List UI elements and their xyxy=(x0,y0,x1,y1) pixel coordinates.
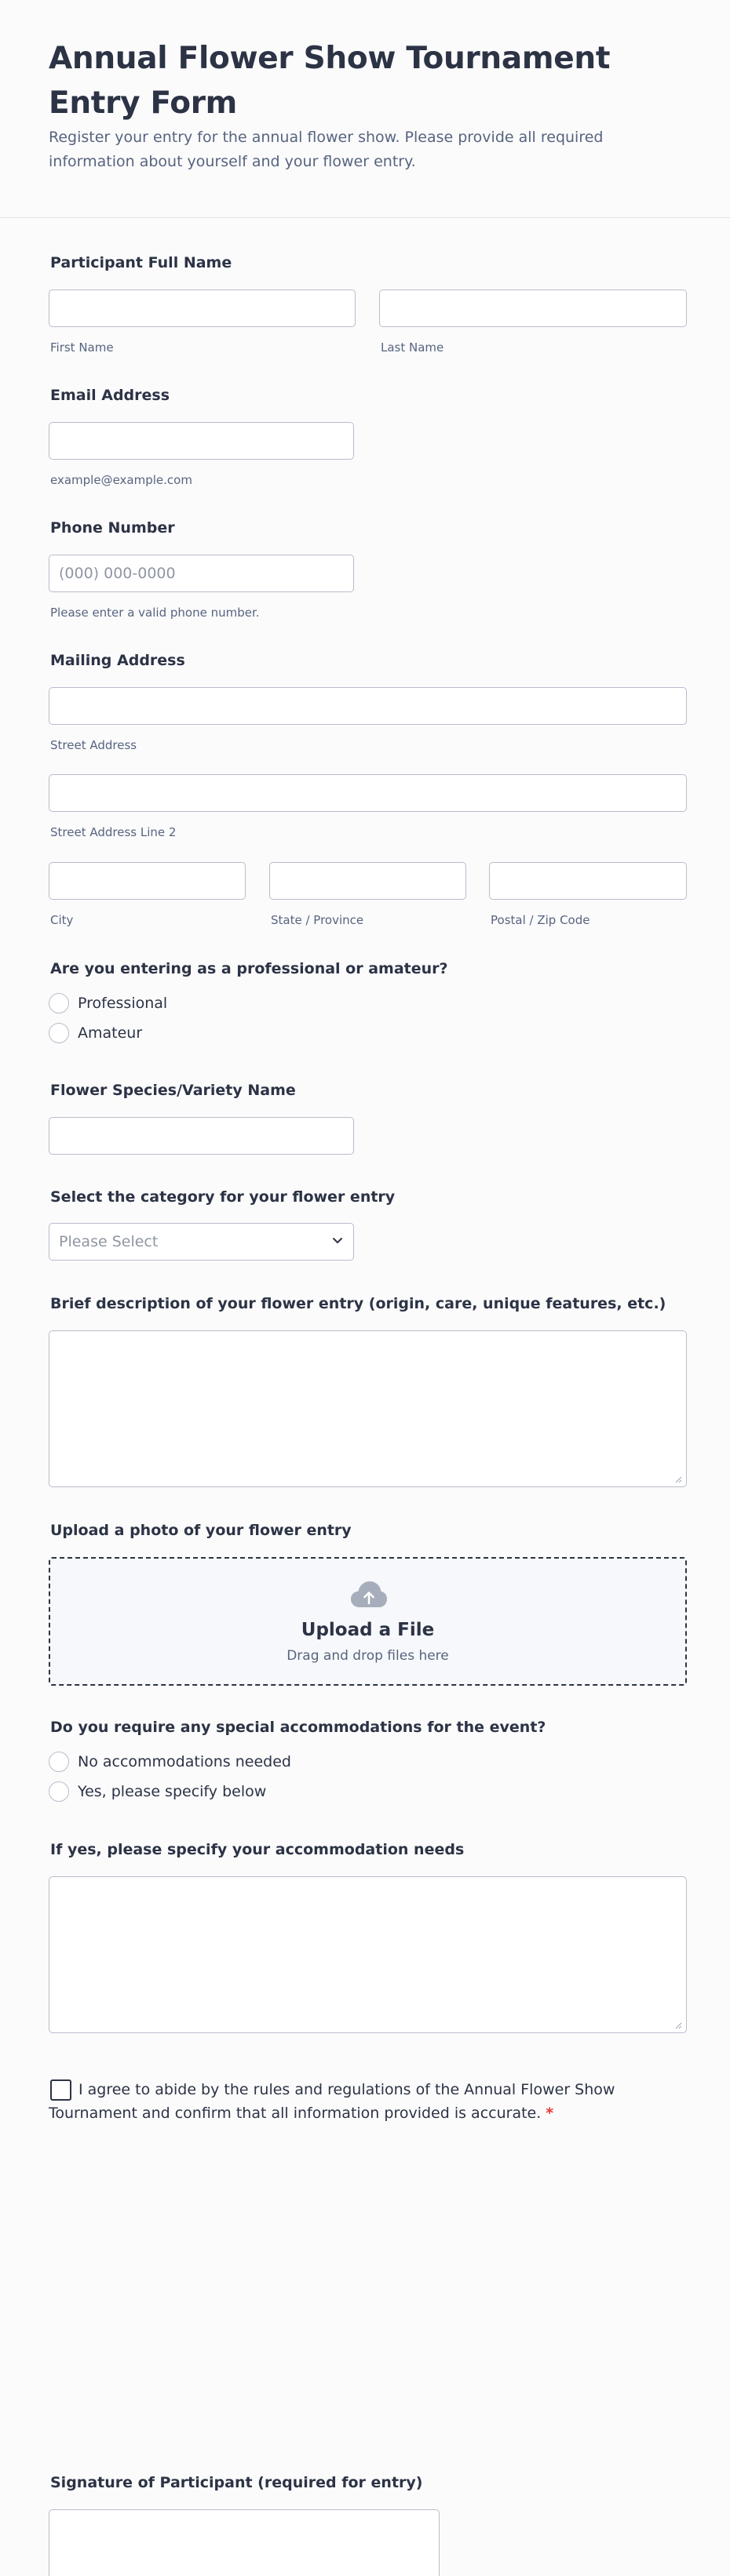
description-textarea[interactable] xyxy=(49,1330,687,1487)
category-label: Select the category for your flower entry xyxy=(50,1188,396,1206)
state-sublabel: State / Province xyxy=(271,913,364,927)
radio-label: Yes, please specify below xyxy=(78,1783,267,1800)
last-name-input[interactable] xyxy=(379,289,687,327)
level-label: Are you entering as a professional or amateur? xyxy=(50,960,448,977)
category-selected-value: Please Select xyxy=(59,1233,159,1250)
email-sublabel: example@example.com xyxy=(50,473,192,487)
category-select[interactable] xyxy=(49,1223,354,1261)
upload-title: Upload a File xyxy=(301,1620,435,1640)
city-sublabel: City xyxy=(50,913,74,927)
accommodation-details-label: If yes, please specify your accommodation needs xyxy=(50,1841,465,1858)
radio-option-yes-specify[interactable] xyxy=(49,1781,266,1802)
signature-pad[interactable] xyxy=(49,2509,440,2576)
zip-input[interactable] xyxy=(489,862,687,900)
form-title: Annual Flower Show Tournament Entry Form xyxy=(49,41,611,121)
species-input[interactable] xyxy=(49,1117,354,1155)
accommodations-label: Do you require any special accommodations for the event? xyxy=(50,1719,546,1736)
species-label: Flower Species/Variety Name xyxy=(50,1082,296,1099)
radio-option-professional[interactable] xyxy=(49,993,167,1013)
cloud-upload-icon xyxy=(350,1579,388,1612)
zip-sublabel: Postal / Zip Code xyxy=(491,913,590,927)
street-address-line2-input[interactable] xyxy=(49,774,687,812)
radio-circle[interactable] xyxy=(49,1023,69,1043)
file-upload-dropzone[interactable] xyxy=(49,1557,687,1686)
chevron-down-icon xyxy=(331,1234,344,1250)
upload-label: Upload a photo of your flower entry xyxy=(50,1522,352,1539)
email-input[interactable] xyxy=(49,422,354,460)
first-name-input[interactable] xyxy=(49,289,356,327)
radio-option-no-accommodations[interactable] xyxy=(49,1752,291,1772)
accommodation-details-textarea[interactable] xyxy=(49,1876,687,2033)
street-address-line2-sublabel: Street Address Line 2 xyxy=(50,825,177,839)
address-label: Mailing Address xyxy=(50,652,185,669)
form-header xyxy=(0,0,730,218)
radio-label: Professional xyxy=(78,995,168,1012)
last-name-sublabel: Last Name xyxy=(381,340,444,355)
radio-label: Amateur xyxy=(78,1024,143,1042)
required-asterisk: * xyxy=(546,2105,554,2122)
radio-label: No accommodations needed xyxy=(78,1753,291,1770)
resize-grip-icon[interactable] xyxy=(674,1475,682,1483)
upload-subtitle: Drag and drop files here xyxy=(287,1648,449,1664)
first-name-sublabel: First Name xyxy=(50,340,114,355)
phone-input[interactable] xyxy=(49,555,354,592)
radio-option-amateur[interactable] xyxy=(49,1023,142,1043)
radio-circle[interactable] xyxy=(49,1781,69,1802)
email-label: Email Address xyxy=(50,387,170,404)
phone-sublabel: Please enter a valid phone number. xyxy=(50,606,260,620)
radio-circle[interactable] xyxy=(49,993,69,1013)
phone-label: Phone Number xyxy=(50,519,175,537)
state-input[interactable] xyxy=(269,862,466,900)
form-description: Register your entry for the annual flower show. Please provide all required information about yourself and your flower entry. xyxy=(49,129,604,170)
city-input[interactable] xyxy=(49,862,246,900)
full-name-label: Participant Full Name xyxy=(50,254,232,271)
consent-label: I agree to abide by the rules and regulations of the Annual Flower Show Tournament and confirm that all information provided is accurate. xyxy=(49,2081,615,2122)
signature-label: Signature of Participant (required for entry) xyxy=(50,2474,423,2491)
radio-circle[interactable] xyxy=(49,1752,69,1772)
description-label: Brief description of your flower entry (origin, care, unique features, etc.) xyxy=(50,1295,666,1312)
street-address-sublabel: Street Address xyxy=(50,738,137,752)
resize-grip-icon[interactable] xyxy=(674,2021,682,2029)
street-address-input[interactable] xyxy=(49,687,687,725)
consent-text xyxy=(49,2078,645,2125)
